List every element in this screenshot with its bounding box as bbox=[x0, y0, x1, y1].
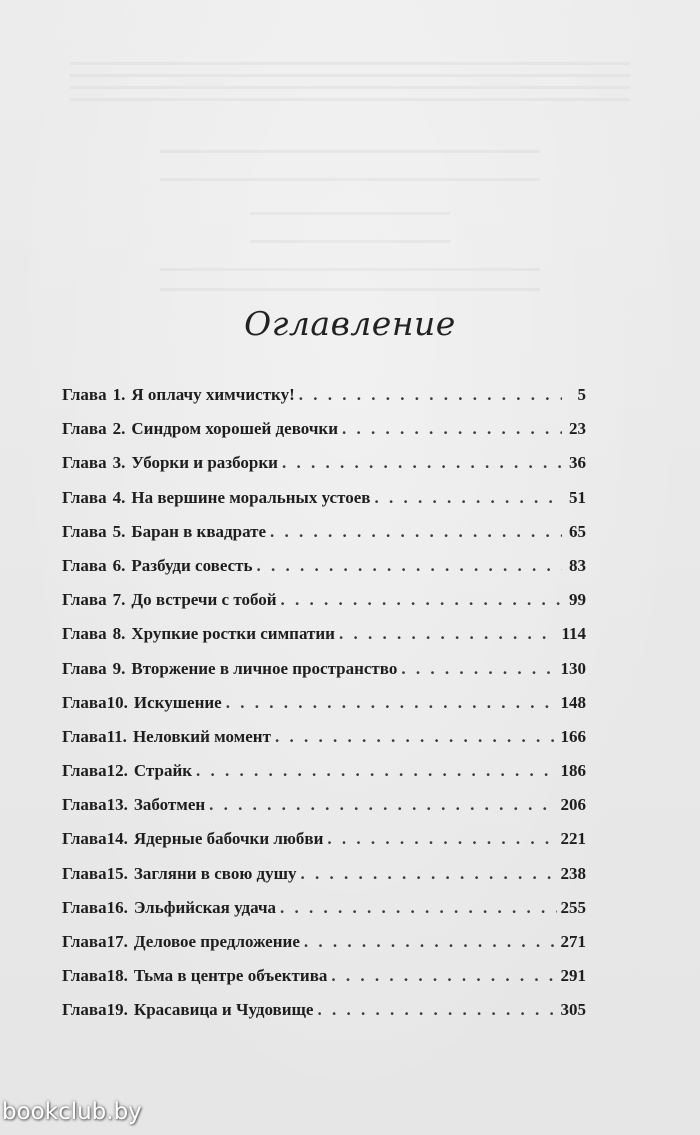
toc-entry bbox=[62, 857, 586, 891]
dot-leader bbox=[301, 857, 557, 891]
chapter-page-number: 130 bbox=[560, 658, 586, 678]
chapter-page-number: 51 bbox=[569, 487, 586, 507]
chapter-page-number: 36 bbox=[569, 453, 586, 473]
dot-leader bbox=[331, 959, 556, 993]
chapter-number: 4. bbox=[112, 487, 126, 507]
toc-entry bbox=[62, 652, 586, 686]
chapter-title: Уборки и разборки bbox=[131, 453, 278, 473]
chapter-number: 1. bbox=[112, 385, 126, 404]
chapter-prefix: Глава bbox=[62, 453, 107, 473]
chapter-number: 7. bbox=[112, 590, 126, 610]
chapter-page-number: 305 bbox=[560, 1000, 586, 1020]
chapter-title: Страйк bbox=[133, 761, 193, 781]
chapter-page-number: 186 bbox=[560, 761, 586, 781]
toc-entry bbox=[62, 412, 586, 446]
chapter-page-number: 255 bbox=[560, 897, 586, 917]
chapter-prefix: Глава bbox=[62, 419, 107, 439]
chapter-prefix: Глава bbox=[62, 761, 107, 781]
dot-leader bbox=[317, 993, 556, 1027]
chapter-number: 14. bbox=[106, 829, 128, 849]
show-through-line bbox=[70, 62, 630, 65]
chapter-title: Ядерные бабочки любви bbox=[133, 829, 324, 849]
chapter-prefix: Глава bbox=[62, 555, 107, 575]
show-through-line bbox=[160, 150, 540, 153]
chapter-title: Красавица и Чудовище bbox=[133, 1000, 314, 1020]
chapter-title: Эльфийская удача bbox=[133, 897, 277, 917]
show-through-line bbox=[160, 288, 540, 291]
dot-leader bbox=[196, 754, 556, 788]
chapter-page-number: 221 bbox=[560, 829, 586, 849]
chapter-prefix: Глава bbox=[62, 1000, 107, 1020]
toc-entry bbox=[62, 959, 586, 993]
chapter-prefix: Глава bbox=[62, 521, 107, 541]
dot-leader bbox=[299, 378, 562, 412]
chapter-page-number: 271 bbox=[560, 932, 586, 951]
chapter-number: 2. bbox=[112, 419, 126, 439]
chapter-title: Баран в квадрате bbox=[131, 521, 267, 541]
dot-leader bbox=[342, 412, 562, 446]
dot-leader bbox=[374, 481, 562, 515]
show-through-line bbox=[160, 178, 540, 181]
dot-leader bbox=[339, 617, 557, 651]
chapter-prefix: Глава bbox=[62, 966, 107, 986]
chapter-number: 17. bbox=[106, 932, 128, 951]
chapter-number: 16. bbox=[106, 897, 128, 917]
dot-leader bbox=[401, 652, 556, 686]
toc-entry bbox=[62, 754, 586, 788]
dot-leader bbox=[226, 686, 557, 720]
chapter-number: 9. bbox=[112, 658, 126, 678]
toc-entry bbox=[62, 788, 586, 822]
chapter-prefix: Глава bbox=[62, 897, 107, 917]
chapter-title: Загляни в свою душу bbox=[133, 863, 297, 883]
chapter-prefix: Глава bbox=[62, 590, 107, 610]
chapter-title: До встречи с тобой bbox=[131, 590, 277, 610]
toc-entry bbox=[62, 378, 586, 412]
toc-entry bbox=[62, 891, 586, 925]
chapter-page-number: 238 bbox=[560, 863, 586, 883]
chapter-number: 10. bbox=[106, 692, 128, 712]
chapter-page-number: 291 bbox=[560, 966, 586, 986]
dot-leader bbox=[270, 515, 562, 549]
chapter-number: 13. bbox=[106, 795, 128, 815]
dot-leader bbox=[209, 788, 556, 822]
dot-leader bbox=[327, 822, 556, 856]
chapter-number: 18. bbox=[106, 966, 128, 986]
chapter-prefix: Глава bbox=[62, 726, 107, 746]
dot-leader bbox=[275, 720, 557, 754]
toc-entry bbox=[62, 515, 586, 549]
toc-entry bbox=[62, 686, 586, 720]
chapter-number: 12. bbox=[106, 761, 128, 781]
chapter-prefix: Глава bbox=[62, 692, 107, 712]
show-through-line bbox=[70, 86, 630, 89]
chapter-number: 19. bbox=[106, 1000, 128, 1020]
chapter-page-number: 23 bbox=[569, 419, 586, 439]
show-through-line bbox=[70, 98, 630, 101]
chapter-title: Я оплачу химчистку! bbox=[131, 385, 295, 404]
chapter-page-number: 5 bbox=[577, 385, 586, 404]
dot-leader bbox=[256, 549, 562, 583]
chapter-number: 6. bbox=[112, 555, 126, 575]
chapter-title: Заботмен bbox=[133, 795, 206, 815]
toc-entry bbox=[62, 993, 586, 1027]
chapter-page-number: 99 bbox=[569, 590, 586, 610]
chapter-title: Тьма в центре объектива bbox=[133, 966, 328, 986]
dot-leader bbox=[304, 925, 557, 959]
toc-entry bbox=[62, 549, 586, 583]
toc-entry bbox=[62, 446, 586, 480]
toc-entry bbox=[62, 617, 586, 651]
chapter-page-number: 114 bbox=[561, 624, 586, 644]
show-through-line bbox=[70, 74, 630, 77]
chapter-title: Неловкий момент bbox=[132, 726, 271, 746]
show-through-line bbox=[250, 212, 450, 215]
chapter-page-number: 65 bbox=[569, 521, 586, 541]
chapter-title: Хрупкие ростки симпатии bbox=[131, 624, 335, 644]
chapter-number: 11. bbox=[106, 726, 127, 746]
table-of-contents bbox=[62, 378, 586, 1028]
chapter-page-number: 206 bbox=[560, 795, 586, 815]
chapter-page-number: 148 bbox=[560, 692, 586, 712]
page-title: Оглавление bbox=[244, 304, 456, 343]
show-through-line bbox=[160, 268, 540, 271]
show-through-line bbox=[250, 240, 450, 243]
watermark-logo: bookclub.by bbox=[2, 1099, 142, 1125]
toc-entry bbox=[62, 925, 586, 959]
chapter-prefix: Глава bbox=[62, 487, 107, 507]
toc-entry bbox=[62, 583, 586, 617]
chapter-title: Искушение bbox=[133, 692, 222, 712]
toc-entry bbox=[62, 720, 586, 754]
chapter-prefix: Глава bbox=[62, 624, 107, 644]
chapter-prefix: Глава bbox=[62, 658, 107, 678]
dot-leader bbox=[280, 891, 556, 925]
toc-entry bbox=[62, 822, 586, 856]
chapter-title: На вершине моральных устоев bbox=[131, 487, 371, 507]
chapter-number: 5. bbox=[112, 521, 126, 541]
chapter-prefix: Глава bbox=[62, 385, 107, 404]
chapter-title: Деловое предложение bbox=[133, 932, 300, 951]
toc-entry bbox=[62, 481, 586, 515]
chapter-title: Разбуди совесть bbox=[131, 555, 253, 575]
chapter-prefix: Глава bbox=[62, 829, 107, 849]
chapter-prefix: Глава bbox=[62, 795, 107, 815]
chapter-prefix: Глава bbox=[62, 863, 107, 883]
chapter-number: 15. bbox=[106, 863, 128, 883]
chapter-page-number: 83 bbox=[569, 555, 586, 575]
chapter-number: 3. bbox=[112, 453, 126, 473]
dot-leader bbox=[281, 583, 562, 617]
dot-leader bbox=[282, 446, 562, 480]
chapter-title: Синдром хорошей девочки bbox=[131, 419, 338, 439]
chapter-number: 8. bbox=[112, 624, 126, 644]
chapter-prefix: Глава bbox=[62, 932, 107, 951]
chapter-page-number: 166 bbox=[560, 726, 586, 746]
chapter-title: Вторжение в личное пространство bbox=[131, 658, 398, 678]
